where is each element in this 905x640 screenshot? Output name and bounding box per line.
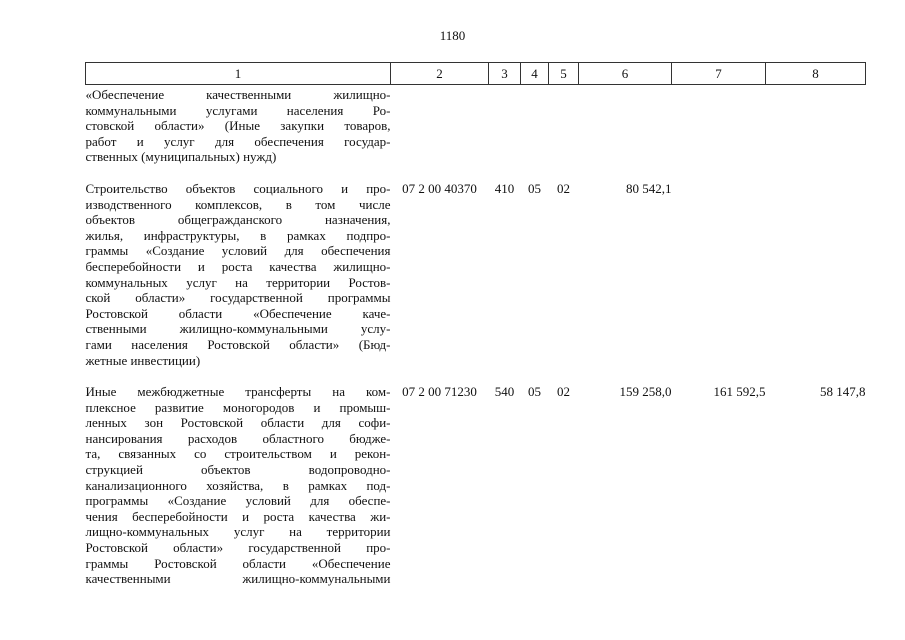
section-code: 05 (528, 384, 541, 400)
description-line: Ростовской области» государственной про- (85, 540, 391, 556)
description-line: жетные инвестиции) (85, 352, 201, 368)
column-header-1: 1 (86, 63, 391, 85)
expense-type-code (489, 85, 521, 181)
table-body (86, 85, 866, 587)
table-row (86, 181, 866, 384)
description-line: коммунальными услугами населения Ро- (85, 102, 391, 118)
amount-column-7: 161 592,5 (713, 384, 766, 400)
row-description (86, 384, 391, 587)
description-line: плексное развитие моногородов и промыш- (85, 399, 391, 415)
description-line: коммунальных услуг на территории Ростов- (85, 274, 391, 290)
description-line: стовской области» (Иные закупки товаров, (85, 118, 391, 134)
budget-classification-code: 07 2 00 40370 (402, 180, 477, 196)
expense-type-code: 410 (494, 180, 515, 196)
description-line: граммы Ростовской области «Обеспечение (85, 555, 391, 571)
description-line: та, связанных со строительством и рекон- (85, 446, 391, 462)
description-line: гами населения Ростовской области» (Бюд- (85, 336, 391, 352)
description-line: ственными жилищно-коммунальными услу- (85, 321, 391, 337)
subsection-code (549, 85, 579, 181)
column-header-3: 3 (489, 63, 521, 85)
description-line: изводственного комплексов, в том числе (85, 196, 391, 212)
description-line: бесперебойности и роста качества жилищно- (85, 258, 391, 274)
amount-column-8 (766, 181, 866, 384)
budget-table (85, 62, 866, 587)
column-header-6: 6 (579, 63, 672, 85)
description-line: Строительство объектов социального и про- (85, 180, 391, 196)
column-header-2: 2 (391, 63, 489, 85)
description-line: струкцией объектов водопроводно- (85, 462, 391, 478)
row-description (86, 85, 391, 181)
table-row (86, 85, 866, 181)
description-line: чения бесперебойности и роста качества жи- (85, 508, 391, 524)
budget-classification-code (391, 85, 489, 181)
amount-column-7 (672, 181, 766, 384)
description-line: жилья, инфраструктуры, в рамках подпро- (85, 227, 391, 243)
expense-type-code: 540 (494, 384, 515, 400)
description-line: программы «Создание условий для обеспе- (85, 493, 391, 509)
row-description (86, 181, 391, 384)
column-header-8: 8 (766, 63, 866, 85)
amount-column-8: 58 147,8 (820, 384, 866, 400)
column-header-5: 5 (549, 63, 579, 85)
subsection-code: 02 (557, 384, 570, 400)
description-line: канализационного хозяйства, в рамках под- (85, 477, 391, 493)
amount-column-6: 80 542,1 (626, 180, 672, 196)
table-row (86, 384, 866, 587)
amount-column-6 (579, 85, 672, 181)
amount-column-8 (766, 85, 866, 181)
subsection-code: 02 (557, 180, 570, 196)
column-header-4: 4 (521, 63, 549, 85)
section-code: 05 (528, 180, 541, 196)
section-code (521, 85, 549, 181)
amount-column-7 (672, 85, 766, 181)
description-line: Ростовской области «Обеспечение каче- (85, 305, 391, 321)
page-number: 1180 (439, 28, 466, 43)
amount-column-6: 159 258,0 (619, 384, 672, 400)
description-line: ленных зон Ростовской области для софи- (85, 415, 391, 431)
description-line: лищно-коммунальных услуг на территории (85, 524, 391, 540)
description-line: ской области» государственной программы (85, 290, 391, 306)
description-line: Иные межбюджетные трансферты на ком- (85, 384, 391, 400)
description-line: нансирования расходов областного бюдже- (85, 430, 391, 446)
description-line: «Обеспечение качественными жилищно- (85, 87, 391, 102)
table-header-row (86, 63, 866, 85)
description-line: ственных (муниципальных) нужд) (85, 149, 277, 165)
description-line: граммы «Создание условий для обеспечения (85, 243, 391, 259)
budget-classification-code: 07 2 00 71230 (402, 384, 477, 400)
description-line: работ и услуг для обеспечения государ- (85, 133, 391, 149)
description-line: объектов общегражданского назначения, (85, 212, 391, 228)
column-header-7: 7 (672, 63, 766, 85)
description-line: качественными жилищно-коммунальными (85, 571, 391, 587)
